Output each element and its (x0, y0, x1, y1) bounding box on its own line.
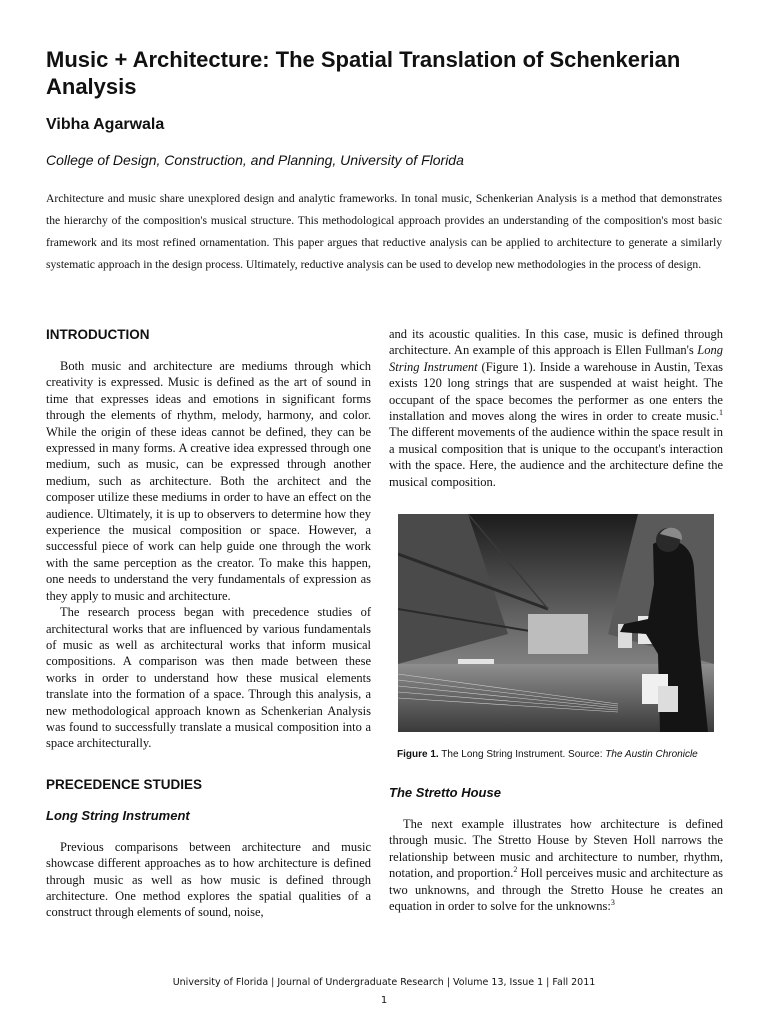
stretto-house-paragraph (389, 816, 723, 914)
figure-1-label: Figure 1. (397, 749, 439, 761)
author-name: Vibha Agarwala (46, 116, 165, 133)
paper-title: Music + Architecture: The Spatial Translation of Schenkerian Analysis (46, 47, 681, 99)
abstract: Architecture and music share unexplored design and analytic frameworks. In tonal music, Schenkerian Analysis is a method that demonstrates the hierarchy of the composition's musical structure. This methodological approach provides an understanding of the composition's most basic framework and its most refined ornamentation. This paper argues that reductive analysis can be applied to architecture to generate a similarly systematic approach in the design process. Ultimately, reductive analysis can be used to develop new methodologies in the process of design. (46, 192, 722, 271)
precedence-studies-heading: PRECEDENCE STUDIES (46, 776, 203, 792)
precedence-paragraph-1: Previous comparisons between architecture and music showcase different approaches as to how architecture is defined through music as well as how music is defined through architecture. One method explores the spatial qualities of a construct through elements of sound, noise, (46, 839, 371, 920)
introduction-paragraph-1: Both music and architecture are mediums through which creativity is expressed. Music is defined as the art of sound in time that expresses ideas and emotions in significant forms through the elements of rhythm, melody, harmony, and color. While the origin of these ideas cannot be defined, they can be expressed in many forms. A creative idea expressed through one medium, such as music, can be expressed through another medium, such as architecture. Both the architect and the composer utilize these mediums in order to have an effect on the audience. Ultimately, it is up to observers to determine how they experience the musical composition or space. However, a successful piece of work can help guide one through the work with the same perception as the creator. To make this happen, one needs to understand the very fundamentals of expression as they apply to music and architecture. (46, 359, 371, 603)
journal-footer: University of Florida | Journal of Undergraduate Research | Volume 13, Issue 1 | Fall 2011 (172, 977, 596, 988)
page-number: 1 (380, 995, 388, 1006)
long-string-text-b: (Figure 1). Inside a warehouse in Austin, Texas exists 120 long strings that are suspended at waist height. The occupant of the space becomes the performer as one enters the installation and moves along the wires in order to create music. (389, 359, 724, 424)
left-column (46, 326, 371, 921)
long-string-paragraph (389, 326, 723, 490)
figure-1-caption (397, 748, 723, 762)
introduction-heading: INTRODUCTION (46, 327, 150, 342)
figure-1-caption-text: The Long String Instrument. Source: (441, 749, 603, 761)
long-string-work-title: Long String Instrument (389, 343, 723, 374)
footnote-3: 3 (610, 897, 615, 907)
stretto-text-b: Holl perceives music and architecture as two unknowns, and through the Stretto House he creates an equation in order to solve for the unknowns: (389, 866, 724, 914)
stretto-text-a: The next example illustrates how architecture is defined through music. The Stretto House by Steven Holl narrows the relationship between music and architecture to number, rhythm, notation, and proportion. (389, 817, 723, 881)
long-string-text-c: The different movements of the audience within the space result in a musical composition that is unique to the occupant's interaction with the space. Here, the audience and the architecture define the musical composition. (389, 425, 723, 489)
footnote-1: 1 (719, 407, 723, 417)
author-affiliation: College of Design, Construction, and Planning, University of Florida (46, 152, 464, 168)
figure-1-photo (398, 514, 714, 732)
long-string-instrument-photo (398, 514, 714, 732)
stretto-house-heading: The Stretto House (389, 785, 501, 801)
long-string-instrument-heading: Long String Instrument (46, 807, 190, 823)
introduction-paragraph-2: The research process began with precedence studies of architectural works that are influenced by various fundamentals of music as well as architectural works that inform musical compositions. A comparison was then made between these works in order to understand how these musical elements translate into the formation of a space. Through this analysis, a new methodological approach known as Schenkerian Analysis was found to successfully translate a musical composition into a space architecturally. (46, 605, 371, 751)
figure-1-source: The Austin Chronicle (605, 749, 698, 761)
long-string-text-a: and its acoustic qualities. In this case, music is defined through architecture. An example of this approach is Ellen Fullman's (389, 327, 723, 358)
right-column (389, 326, 723, 915)
footnote-2: 2 (513, 865, 518, 875)
